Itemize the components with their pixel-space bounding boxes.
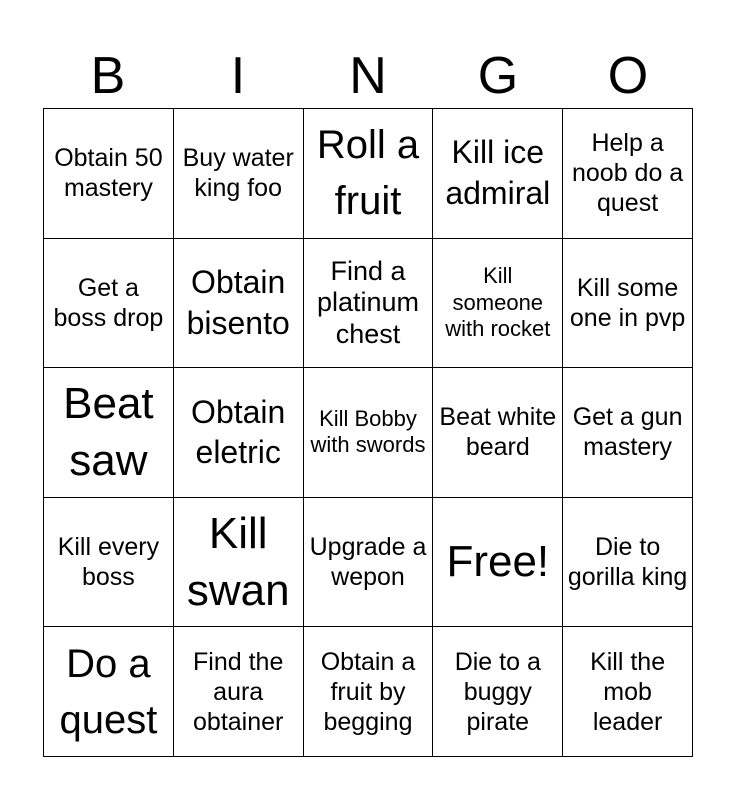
bingo-cell[interactable]: Beat white beard [433,368,563,498]
bingo-cell[interactable]: Upgrade a wepon [304,498,434,628]
bingo-cell[interactable]: Die to gorilla king [563,498,693,628]
bingo-cell[interactable]: Roll a fruit [304,109,434,239]
bingo-cell[interactable]: Beat saw [44,368,174,498]
bingo-cell[interactable]: Buy water king foo [174,109,304,239]
bingo-cell[interactable]: Obtain 50 mastery [44,109,174,239]
bingo-cell[interactable]: Obtain bisento [174,239,304,369]
bingo-cell[interactable]: Find the aura obtainer [174,627,304,757]
bingo-board [43,108,693,757]
bingo-cell[interactable]: Do a quest [44,627,174,757]
bingo-cell[interactable]: Get a boss drop [44,239,174,369]
bingo-cell[interactable]: Find a platinum chest [304,239,434,369]
header-letter-i: I [230,47,246,105]
bingo-cell[interactable]: Obtain eletric [174,368,304,498]
header-letter-o: O [607,47,649,105]
header-letter-g: G [477,47,519,105]
bingo-header [43,44,693,108]
bingo-cell[interactable]: Kill ice admiral [433,109,563,239]
bingo-cell[interactable]: Obtain a fruit by begging [304,627,434,757]
bingo-cell[interactable]: Kill some one in pvp [563,239,693,369]
bingo-cell[interactable]: Kill Bobby with swords [304,368,434,498]
free-space-cell[interactable]: Free! [433,498,563,628]
bingo-cell[interactable]: Kill swan [174,498,304,628]
bingo-cell[interactable]: Help a noob do a quest [563,109,693,239]
bingo-cell[interactable]: Kill every boss [44,498,174,628]
bingo-cell[interactable]: Die to a buggy pirate [433,627,563,757]
bingo-cell[interactable]: Kill someone with rocket [433,239,563,369]
header-letter-b: B [90,47,126,105]
header-letter-n: N [349,47,387,105]
bingo-cell[interactable]: Kill the mob leader [563,627,693,757]
bingo-cell[interactable]: Get a gun mastery [563,368,693,498]
